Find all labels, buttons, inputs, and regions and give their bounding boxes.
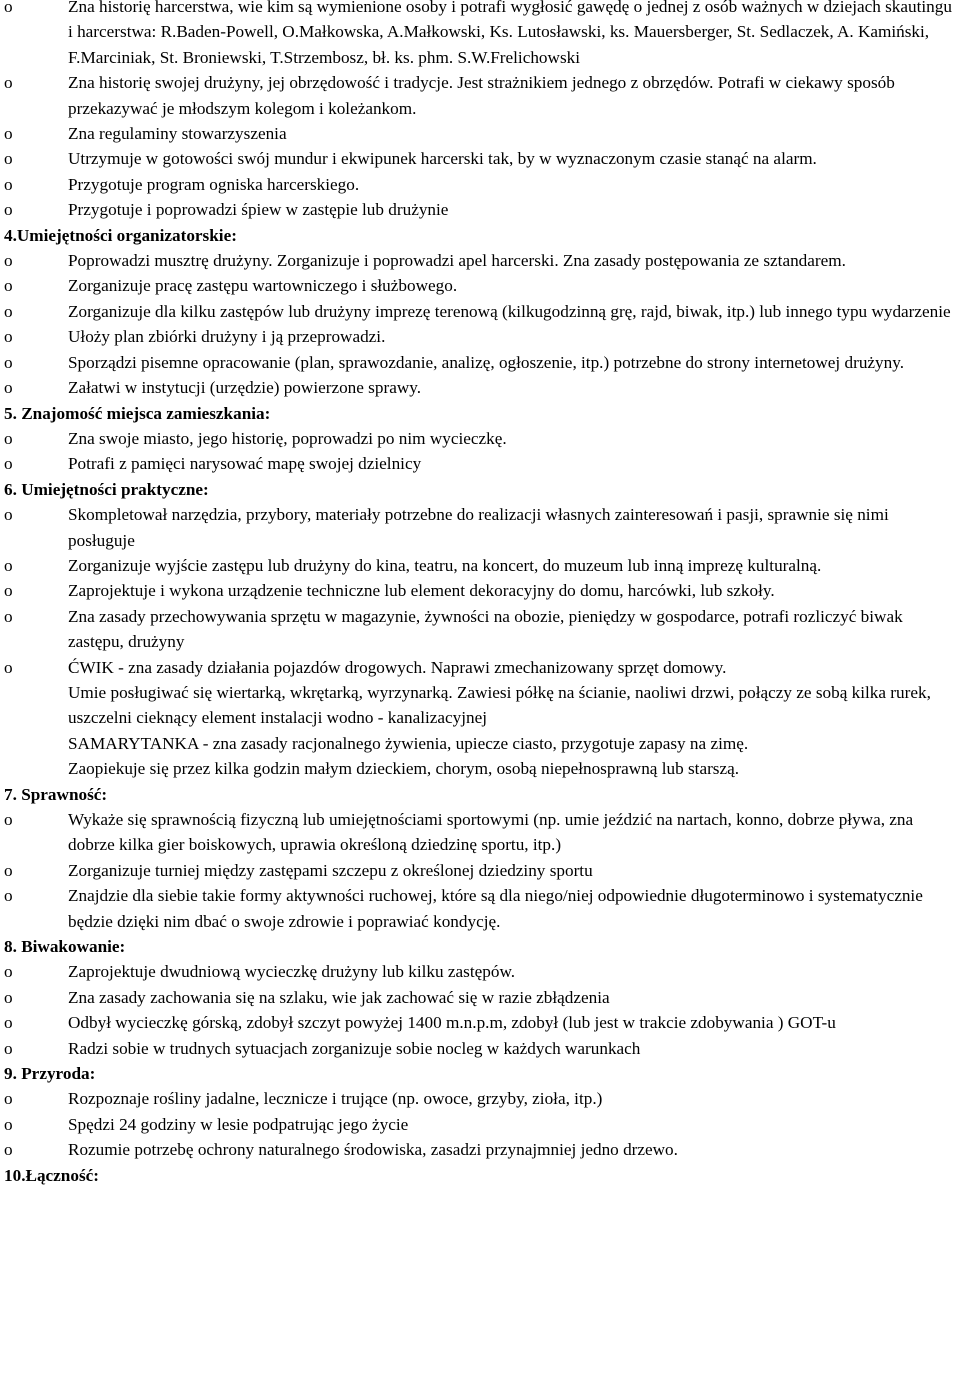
list-item [4,426,956,451]
list-item-text: ĆWIK - zna zasady działania pojazdów drogowych. Naprawi zmechanizowany sprzęt domowy. [68,657,727,677]
section-heading: 5. Znajomość miejsca zamieszkania: [4,403,271,423]
list-item [4,375,956,400]
list-item-text: Radzi sobie w trudnych sytuacjach zorganizuje sobie nocleg w każdych warunkach [68,1038,641,1058]
bullet-marker: o [4,886,13,906]
list-item [4,121,956,146]
bullet-marker: o [4,505,13,525]
list-item [4,451,956,476]
list-item [4,299,956,324]
list-item [4,1036,956,1061]
bullet-marker: o [4,606,13,626]
bullet-marker: o [4,810,13,829]
bullet-marker: o [4,251,13,271]
bullet-marker: o [4,1140,13,1160]
list-item [4,1086,956,1111]
list-item-text: Zaopiekuje się przez kilka godzin małym dzieckiem, chorym, osobą niepełnosprawną lub starszą. [68,759,740,779]
list-item [4,273,956,298]
bullet-marker: o [4,1038,13,1058]
bullet-marker: o [4,174,13,194]
section-list [4,426,956,477]
list-item [4,655,956,782]
section-list [4,502,956,781]
bullet-marker: o [4,352,13,372]
list-item-text: Zna zasady zachowania się na szlaku, wie jak zachować się w razie zbłądzenia [68,987,610,1007]
section-heading: 10.Łączność: [4,1165,99,1185]
list-item [4,883,956,934]
list-item-text: Umie posługiwać się wiertarką, wkrętarką, wyrzynarką. Zawiesi półkę na ścianie, naoliwi drzwi, połączy ze sobą kilka rurek, uszczelni cieknący element instalacji wodno - kanalizacyjnej [68,682,931,728]
bullet-marker: o [4,276,13,296]
section-heading: 4.Umiejętności organizatorskie: [4,225,237,245]
list-item [4,578,956,603]
bullet-marker: o [4,200,13,220]
list-item-text: Poprowadzi musztrę drużyny. Zorganizuje i poprowadzi apel harcerski. Zna zasady postępowania ze sztandarem. [68,251,846,271]
bullet-marker: o [4,327,13,347]
list-item [4,604,956,655]
intro-list [4,0,956,223]
list-item-text: Spędzi 24 godziny w lesie podpatrując jego życie [68,1114,409,1134]
section [4,1061,956,1163]
list-item-text: Znajdzie dla siebie takie formy aktywności ruchowej, które są dla niego/niej odpowiednie długoterminowo i systematycznie będzie dzięki nim dbać o swoje zdrowie i poprawiać kondycję. [68,886,923,931]
list-item-text: Przygotuje program ogniska harcerskiego. [68,174,360,194]
section [4,934,956,1061]
list-item-text: Rozpoznaje rośliny jadalne, lecznicze i trujące (np. owoce, grzyby, zioła, itp.) [68,1089,603,1109]
list-item [4,1010,956,1035]
list-item [4,324,956,349]
list-item-text: Zna zasady przechowywania sprzętu w magazynie, żywności na obozie, pieniędzy w gospodarce, potrafi rozliczyć biwak zastępu, drużyny [68,606,903,652]
section-list [4,1086,956,1162]
bullet-marker: o [4,581,13,601]
sections-container [4,223,956,1188]
bullet-marker: o [4,124,13,144]
bullet-marker: o [4,860,13,880]
list-item-text: Zorganizuje turniej między zastępami szczepu z określonej dziedziny sportu [68,860,593,880]
list-item [4,248,956,273]
bullet-marker: o [4,1013,13,1033]
list-item [4,172,956,197]
section-heading: 9. Przyroda: [4,1064,96,1084]
list-item-text: Zorganizuje dla kilku zastępów lub drużyny imprezę terenową (kilkugodzinną grę, rajd, biwak, itp.) lub innego typu wydarzenie [68,301,951,321]
document-page [4,0,956,1188]
bullet-marker: o [4,657,13,677]
list-item [4,1137,956,1162]
list-item-text: Rozumie potrzebę ochrony naturalnego środowiska, zasadzi przynajmniej jedno drzewo. [68,1140,678,1160]
section-heading: 7. Sprawność: [4,784,108,804]
list-item-text: Wykaże się sprawnością fizyczną lub umiejętnościami sportowymi (np. umie jeździć na nartach, konno, dobrze pływa, zna dobrze kilka gier boiskowych, uprawia określoną dziedzinę sportu, itp.) [68,810,914,855]
bullet-marker: o [4,987,13,1007]
bullet-marker: o [4,73,13,93]
list-item-text: Zorganizuje pracę zastępu wartowniczego i służbowego. [68,276,458,296]
bullet-marker: o [4,149,13,169]
list-item-text: Zna historię swojej drużyny, jej obrzędowość i tradycje. Jest strażnikiem jednego z obrzędów. Potrafi w ciekawy sposób przekazywać je młodszym kolegom i koleżankom. [68,73,895,118]
bullet-marker: o [4,428,13,448]
bullet-marker: o [4,0,13,16]
list-item [4,70,956,121]
list-item [4,0,956,70]
section-list [4,959,956,1061]
list-item [4,1112,956,1137]
section [4,223,956,401]
list-item-text: Zorganizuje wyjście zastępu lub drużyny do kina, teatru, na koncert, do muzeum lub inną imprezę kulturalną. [68,555,822,575]
list-item [4,858,956,883]
list-item-text: Przygotuje i poprowadzi śpiew w zastępie lub drużynie [68,200,449,220]
list-item-text: Zna regulaminy stowarzyszenia [68,124,287,144]
list-item [4,502,956,553]
section-list [4,248,956,400]
list-item-text: SAMARYTANKA - zna zasady racjonalnego żywienia, upiecze ciasto, przygotuje zapasy na zimę. [68,733,749,753]
bullet-marker: o [4,1114,13,1134]
bullet-marker: o [4,1089,13,1109]
list-item [4,807,956,858]
list-item [4,553,956,578]
bullet-marker: o [4,301,13,321]
section-list [4,807,956,934]
list-item-text: Skompletował narzędzia, przybory, materiały potrzebne do realizacji własnych zainteresowań i pasji, sprawnie się nimi posługuje [68,505,889,550]
list-item-text: Zna swoje miasto, jego historię, poprowadzi po nim wycieczkę. [68,428,507,448]
list-item [4,146,956,171]
list-item [4,350,956,375]
section-heading: 6. Umiejętności praktyczne: [4,479,209,499]
section [4,477,956,782]
bullet-marker: o [4,454,13,474]
list-item-text: Załatwi w instytucji (urzędzie) powierzone sprawy. [68,378,422,398]
section-heading: 8. Biwakowanie: [4,937,126,957]
section [4,401,956,477]
list-item-text: Zaprojektuje i wykona urządzenie techniczne lub element dekoracyjny do domu, harcówki, lub szkoły. [68,581,775,601]
list-item-text: Utrzymuje w gotowości swój mundur i ekwipunek harcerski tak, by w wyznaczonym czasie stanąć na alarm. [68,149,817,169]
list-item [4,959,956,984]
list-item [4,985,956,1010]
section [4,782,956,934]
bullet-marker: o [4,962,13,982]
list-item-text: Ułoży plan zbiórki drużyny i ją przeprowadzi. [68,327,386,347]
list-item-text: Sporządzi pisemne opracowanie (plan, sprawozdanie, analizę, ogłoszenie, itp.) potrzebne do strony internetowej drużyny. [68,352,905,372]
list-item-text: Zna historię harcerstwa, wie kim są wymienione osoby i potrafi wygłosić gawędę o jednej z osób ważnych w dziejach skautingu i harcerstwa: R.Baden-Powell, O.Małkowska, A.Małkowski, Ks. Lutosławski, ks. Mauersberger, St. Sedlaczek, A. Kamiński, F.Marciniak, St. Broniewski, T.Strzembosz, bł. ks. phm. S.W.Frelichowski [68,0,952,67]
bullet-marker: o [4,378,13,398]
list-item-text: Odbył wycieczkę górską, zdobył szczyt powyżej 1400 m.n.p.m, zdobył (lub jest w trakcie zdobywania ) GOT-u [68,1013,836,1033]
list-item-text: Zaprojektuje dwudniową wycieczkę drużyny lub kilku zastępów. [68,962,516,982]
list-item [4,197,956,222]
bullet-marker: o [4,555,13,575]
list-item-text: Potrafi z pamięci narysować mapę swojej dzielnicy [68,454,422,474]
section [4,1163,956,1188]
